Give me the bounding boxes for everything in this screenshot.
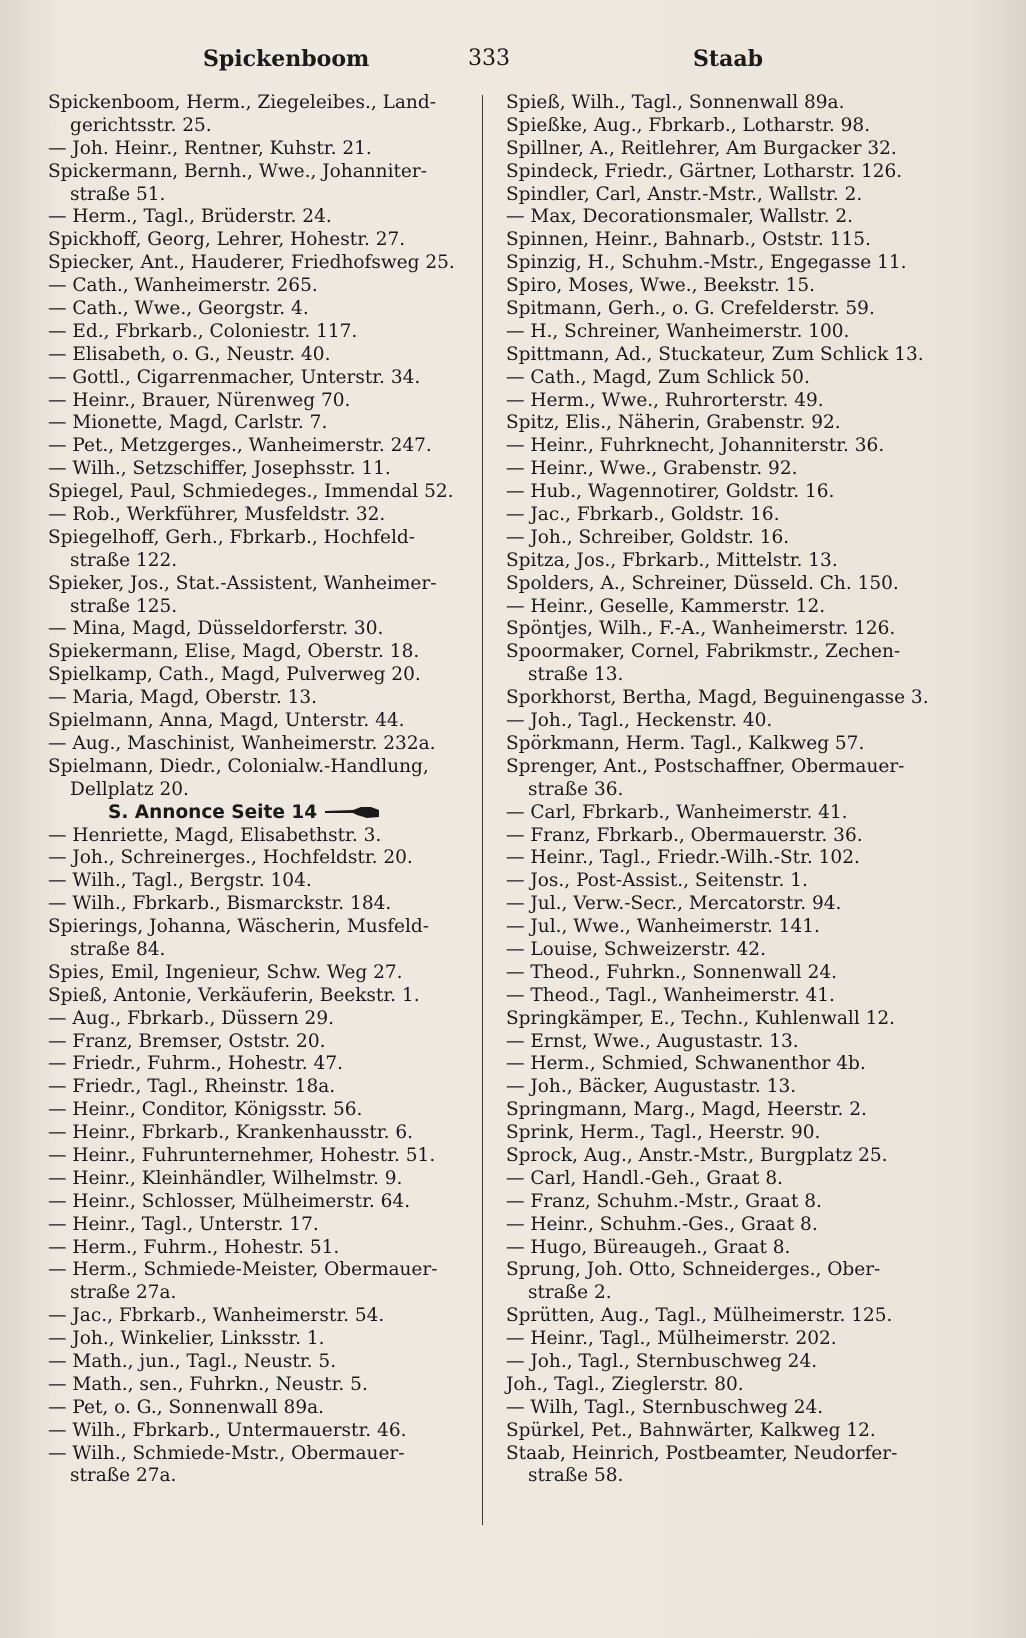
entry-text: — Heinr., Fuhrknecht, Johanniterstr. 36. — [506, 435, 885, 457]
directory-entry — [506, 939, 946, 962]
directory-entry — [506, 687, 946, 710]
entry-text: — Joh., Winkelier, Linksstr. 1. — [48, 1328, 325, 1350]
directory-entry — [506, 985, 946, 1008]
directory-entry — [48, 229, 478, 252]
entry-text: — Hub., Wagennotirer, Goldstr. 16. — [506, 481, 835, 503]
entry-text: straße 27a. — [70, 1465, 177, 1487]
entry-text: — Mina, Magd, Düsseldorferstr. 30. — [48, 618, 384, 640]
entry-text: Spillner, A., Reitlehrer, Am Burgacker 32. — [506, 137, 897, 159]
directory-entry — [48, 825, 478, 848]
entry-text: Spielmann, Anna, Magd, Unterstr. 44. — [48, 710, 405, 732]
directory-entry — [506, 962, 946, 985]
directory-entry — [506, 916, 946, 939]
entry-text: Spießke, Aug., Fbrkarb., Lotharstr. 98. — [506, 114, 871, 136]
directory-entry — [48, 275, 478, 298]
directory-entry — [48, 138, 478, 161]
directory-entry — [48, 1351, 478, 1374]
left-column — [48, 92, 478, 1488]
directory-entry — [506, 390, 946, 413]
directory-entry — [506, 275, 946, 298]
directory-entry — [506, 1374, 946, 1397]
directory-entry — [48, 527, 478, 550]
directory-entry — [506, 573, 946, 596]
entry-text: Spieß, Antonie, Verkäuferin, Beekstr. 1. — [48, 984, 420, 1006]
directory-entry — [506, 1237, 946, 1260]
directory-entry — [506, 893, 946, 916]
directory-entry — [506, 596, 946, 619]
directory-entry — [48, 412, 478, 435]
page-number: 333 — [468, 46, 510, 71]
entry-text: — Jul., Wwe., Wanheimerstr. 141. — [506, 916, 820, 938]
directory-entry — [48, 939, 478, 962]
entry-text: Spickermann, Bernh., Wwe., Johanniter- — [48, 160, 427, 182]
directory-entry — [506, 138, 946, 161]
directory-entry — [48, 1053, 478, 1076]
entry-text: — Friedr., Fuhrm., Hohestr. 47. — [48, 1053, 343, 1075]
directory-entry — [48, 504, 478, 527]
directory-entry — [48, 550, 478, 573]
directory-entry — [506, 458, 946, 481]
header-left-keyword: Spickenboom — [203, 46, 370, 72]
entry-text: — Friedr., Tagl., Rheinstr. 18a. — [48, 1076, 336, 1098]
entry-text: Spies, Emil, Ingenieur, Schw. Weg 27. — [48, 961, 403, 983]
page-header — [48, 40, 978, 80]
directory-entry — [506, 847, 946, 870]
directory-entry — [48, 367, 478, 390]
directory-entry — [506, 344, 946, 367]
directory-entry — [48, 390, 478, 413]
entry-text: straße 122. — [70, 549, 178, 571]
directory-entry — [506, 1168, 946, 1191]
entry-text: straße 27a. — [70, 1282, 177, 1304]
entry-text: — Wilh., Fbrkarb., Bismarckstr. 184. — [48, 893, 392, 915]
entry-text: Staab, Heinrich, Postbeamter, Neudorfer- — [506, 1442, 898, 1464]
entry-text: — Wilh., Fbrkarb., Untermauerstr. 46. — [48, 1419, 407, 1441]
entry-text: Springmann, Marg., Magd, Heerstr. 2. — [506, 1099, 867, 1121]
entry-text: — Heinr., Fuhrunternehmer, Hohestr. 51. — [48, 1144, 436, 1166]
entry-text: — Jos., Post-Assist., Seitenstr. 1. — [506, 870, 808, 892]
entry-text: — Math., jun., Tagl., Neustr. 5. — [48, 1350, 337, 1372]
directory-entry — [506, 504, 946, 527]
entry-text: — Herm., Fuhrm., Hohestr. 51. — [48, 1236, 340, 1258]
entry-text: Spierings, Johanna, Wäscherin, Musfeld- — [48, 916, 430, 938]
entry-text: Spitza, Jos., Fbrkarb., Mittelstr. 13. — [506, 549, 838, 571]
entry-text: Dellplatz 20. — [70, 778, 189, 800]
directory-entry — [506, 618, 946, 641]
entry-text: — H., Schreiner, Wanheimerstr. 100. — [506, 320, 850, 342]
directory-entry — [48, 298, 478, 321]
directory-entry — [48, 710, 478, 733]
entry-text: — Wilh., Setzschiffer, Josephsstr. 11. — [48, 458, 391, 480]
entry-text: — Math., sen., Fuhrkn., Neustr. 5. — [48, 1373, 368, 1395]
directory-entry — [48, 1443, 478, 1466]
directory-entry — [506, 412, 946, 435]
directory-entry — [48, 779, 478, 802]
directory-entry — [48, 1237, 478, 1260]
directory-entry — [48, 252, 478, 275]
entry-text: — Jac., Fbrkarb., Goldstr. 16. — [506, 504, 780, 526]
entry-text: — Herm., Tagl., Brüderstr. 24. — [48, 206, 332, 228]
right-column — [506, 92, 946, 1488]
entry-text: Sprütten, Aug., Tagl., Mülheimerstr. 125. — [506, 1305, 893, 1327]
directory-entry — [48, 1328, 478, 1351]
entry-text: — Theod., Fuhrkn., Sonnenwall 24. — [506, 961, 837, 983]
entry-text: — Carl, Handl.-Geh., Graat 8. — [506, 1167, 783, 1189]
directory-entry — [48, 458, 478, 481]
entry-text: Springkämper, E., Techn., Kuhlenwall 12. — [506, 1007, 896, 1029]
directory-entry — [506, 1191, 946, 1214]
entry-text: gerichtsstr. 25. — [70, 114, 212, 136]
directory-entry — [506, 1328, 946, 1351]
directory-entry — [506, 802, 946, 825]
entry-text: — Ed., Fbrkarb., Coloniestr. 117. — [48, 320, 358, 342]
entry-text: Spoormaker, Cornel, Fabrikmstr., Zechen- — [506, 641, 901, 663]
directory-entry — [48, 344, 478, 367]
entry-text: — Pet, o. G., Sonnenwall 89a. — [48, 1396, 325, 1418]
entry-text: — Herm., Wwe., Ruhrorterstr. 49. — [506, 389, 824, 411]
entry-text: Joh., Tagl., Zieglerstr. 80. — [506, 1373, 744, 1395]
entry-text: Spitmann, Gerh., o. G. Crefelderstr. 59. — [506, 298, 875, 320]
entry-text: — Louise, Schweizerstr. 42. — [506, 938, 766, 960]
directory-entry — [48, 687, 478, 710]
directory-entry — [506, 1420, 946, 1443]
directory-entry — [48, 1122, 478, 1145]
directory-entry — [506, 1122, 946, 1145]
directory-entry — [48, 1168, 478, 1191]
entry-text: — Franz, Bremser, Oststr. 20. — [48, 1030, 326, 1052]
directory-entry — [506, 1031, 946, 1054]
entry-text: — Jul., Verw.-Secr., Mercatorstr. 94. — [506, 893, 842, 915]
directory-entry — [506, 115, 946, 138]
directory-entry — [48, 206, 478, 229]
entry-text: — Henriette, Magd, Elisabethstr. 3. — [48, 824, 382, 846]
entry-text: straße 2. — [528, 1282, 612, 1304]
directory-entry — [48, 847, 478, 870]
directory-entry — [506, 1259, 946, 1282]
directory-entry — [48, 1397, 478, 1420]
directory-entry — [506, 1397, 946, 1420]
entry-text: Spöntjes, Wilh., F.-A., Wanheimerstr. 126. — [506, 618, 896, 640]
directory-entry — [48, 435, 478, 458]
directory-entry — [48, 870, 478, 893]
entry-text: straße 84. — [70, 938, 166, 960]
directory-entry — [506, 825, 946, 848]
entry-text: — Cath., Wanheimerstr. 265. — [48, 275, 318, 297]
entry-text: Spürkel, Pet., Bahnwärter, Kalkweg 12. — [506, 1419, 876, 1441]
directory-entry — [506, 1053, 946, 1076]
directory-entry — [506, 206, 946, 229]
entry-text: Spickenboom, Herm., Ziegeleibes., Land- — [48, 92, 436, 113]
directory-entry — [48, 916, 478, 939]
directory-entry — [506, 527, 946, 550]
directory-entry — [48, 618, 478, 641]
advert-reference — [48, 802, 478, 825]
directory-entry — [506, 1145, 946, 1168]
directory-entry — [506, 481, 946, 504]
directory-entry — [48, 1305, 478, 1328]
entry-text: Spiekermann, Elise, Magd, Oberstr. 18. — [48, 641, 420, 663]
directory-entry — [506, 298, 946, 321]
entry-text: Spitz, Elis., Näherin, Grabenstr. 92. — [506, 412, 841, 434]
directory-entry — [48, 1214, 478, 1237]
directory-entry — [48, 1420, 478, 1443]
directory-entry — [506, 161, 946, 184]
entry-text: Spindler, Carl, Anstr.-Mstr., Wallstr. 2. — [506, 183, 863, 205]
directory-entry — [48, 641, 478, 664]
entry-text: — Hugo, Büreaugeh., Graat 8. — [506, 1236, 791, 1258]
entry-text: Spörkmann, Herm. Tagl., Kalkweg 57. — [506, 732, 865, 754]
directory-entry — [48, 985, 478, 1008]
entry-text: Spinnen, Heinr., Bahnarb., Oststr. 115. — [506, 229, 871, 251]
directory-entry — [48, 115, 478, 138]
entry-text: — Maria, Magd, Oberstr. 13. — [48, 687, 318, 709]
entry-text: Sprock, Aug., Anstr.-Mstr., Burgplatz 25. — [506, 1144, 888, 1166]
directory-entry — [506, 184, 946, 207]
entry-text: — Elisabeth, o. G., Neustr. 40. — [48, 343, 331, 365]
directory-entry — [506, 664, 946, 687]
entry-text: Sprink, Herm., Tagl., Heerstr. 90. — [506, 1122, 821, 1144]
directory-entry — [48, 756, 478, 779]
entry-text: — Mionette, Magd, Carlstr. 7. — [48, 412, 328, 434]
directory-entry — [48, 92, 478, 115]
entry-text: S. Annonce Seite 14 — [108, 801, 318, 823]
entry-text: — Joh., Tagl., Sternbuschweg 24. — [506, 1350, 818, 1372]
entry-text: — Rob., Werkführer, Musfeldstr. 32. — [48, 504, 386, 526]
directory-entry — [48, 1191, 478, 1214]
directory-entry — [48, 1374, 478, 1397]
directory-entry — [506, 870, 946, 893]
entry-text: Spolders, A., Schreiner, Düsseld. Ch. 150. — [506, 572, 899, 594]
entry-text: — Heinr., Tagl., Unterstr. 17. — [48, 1213, 319, 1235]
entry-text: straße 36. — [528, 778, 624, 800]
entry-text: — Gottl., Cigarrenmacher, Unterstr. 34. — [48, 366, 421, 388]
entry-text: straße 51. — [70, 183, 166, 205]
directory-entry — [48, 1145, 478, 1168]
directory-entry — [506, 1076, 946, 1099]
entry-text: — Herm., Schmiede-Meister, Obermauer- — [48, 1259, 438, 1281]
directory-entry — [48, 1465, 478, 1488]
directory-entry — [506, 756, 946, 779]
directory-entry — [506, 367, 946, 390]
entry-text: Spiro, Moses, Wwe., Beekstr. 15. — [506, 275, 816, 297]
directory-entry — [48, 664, 478, 687]
entry-text: Spindeck, Friedr., Gärtner, Lotharstr. 126. — [506, 160, 903, 182]
entry-text: — Heinr., Schlosser, Mülheimerstr. 64. — [48, 1190, 411, 1212]
entry-text: — Heinr., Wwe., Grabenstr. 92. — [506, 458, 798, 480]
entry-text: — Jac., Fbrkarb., Wanheimerstr. 54. — [48, 1305, 385, 1327]
pointing-hand-icon — [323, 804, 381, 820]
entry-text: — Wilh., Tagl., Bergstr. 104. — [48, 870, 312, 892]
entry-text: Spiegel, Paul, Schmiedeges., Immendal 52. — [48, 481, 454, 503]
directory-entry — [48, 733, 478, 756]
directory-entry — [506, 252, 946, 275]
entry-text: Spickhoff, Georg, Lehrer, Hohestr. 27. — [48, 229, 406, 251]
directory-entry — [48, 481, 478, 504]
entry-text: Spieker, Jos., Stat.-Assistent, Wanheimer- — [48, 572, 437, 594]
entry-text: — Heinr., Tagl., Friedr.-Wilh.-Str. 102. — [506, 847, 860, 869]
directory-entry — [506, 1443, 946, 1466]
entry-text: — Franz, Fbrkarb., Obermauerstr. 36. — [506, 824, 863, 846]
entry-text: straße 125. — [70, 595, 178, 617]
directory-entry — [506, 435, 946, 458]
directory-entry — [506, 1465, 946, 1488]
directory-entry — [506, 1282, 946, 1305]
entry-text: — Aug., Maschinist, Wanheimerstr. 232a. — [48, 732, 436, 754]
directory-entry — [48, 1282, 478, 1305]
directory-entry — [506, 779, 946, 802]
entry-text: — Pet., Metzgerges., Wanheimerstr. 247. — [48, 435, 432, 457]
directory-entry — [48, 893, 478, 916]
entry-text: — Heinr., Geselle, Kammerstr. 12. — [506, 595, 826, 617]
entry-text: Spinzig, H., Schuhm.-Mstr., Engegasse 11. — [506, 252, 907, 274]
directory-entry — [48, 962, 478, 985]
directory-entry — [48, 1031, 478, 1054]
directory-entry — [506, 1305, 946, 1328]
directory-entry — [506, 321, 946, 344]
directory-entry — [48, 573, 478, 596]
directory-entry — [506, 550, 946, 573]
directory-entry — [506, 1008, 946, 1031]
directory-entry — [506, 1214, 946, 1237]
entry-text: — Heinr., Brauer, Nürenweg 70. — [48, 389, 351, 411]
entry-text: — Cath., Magd, Zum Schlick 50. — [506, 366, 810, 388]
entry-text: — Wilh., Schmiede-Mstr., Obermauer- — [48, 1442, 405, 1464]
directory-entry — [48, 184, 478, 207]
entry-text: — Theod., Tagl., Wanheimerstr. 41. — [506, 984, 835, 1006]
directory-entry — [506, 733, 946, 756]
entry-text: straße 58. — [528, 1465, 624, 1487]
entry-text: — Aug., Fbrkarb., Düssern 29. — [48, 1007, 334, 1029]
directory-entry — [506, 710, 946, 733]
entry-text: Spittmann, Ad., Stuckateur, Zum Schlick 13. — [506, 343, 924, 365]
entry-text: — Heinr., Conditor, Königsstr. 56. — [48, 1099, 363, 1121]
entry-text: Sporkhorst, Bertha, Magd, Beguinengasse 3. — [506, 687, 929, 709]
directory-entry — [48, 1008, 478, 1031]
entry-text: — Heinr., Schuhm.-Ges., Graat 8. — [506, 1213, 818, 1235]
entry-text: Spielkamp, Cath., Magd, Pulverweg 20. — [48, 664, 421, 686]
directory-entry — [48, 1076, 478, 1099]
entry-text: — Carl, Fbrkarb., Wanheimerstr. 41. — [506, 801, 848, 823]
directory-entry — [48, 1259, 478, 1282]
entry-text: — Heinr., Fbrkarb., Krankenhausstr. 6. — [48, 1122, 414, 1144]
entry-text: — Ernst, Wwe., Augustastr. 13. — [506, 1030, 799, 1052]
entry-text: — Cath., Wwe., Georgstr. 4. — [48, 298, 309, 320]
entry-text: — Max, Decorationsmaler, Wallstr. 2. — [506, 206, 854, 228]
directory-entry — [48, 161, 478, 184]
directory-entry — [48, 1099, 478, 1122]
entry-text: straße 13. — [528, 664, 624, 686]
directory-entry — [48, 596, 478, 619]
entry-text: — Heinr., Kleinhändler, Wilhelmstr. 9. — [48, 1167, 403, 1189]
entry-text: — Wilh, Tagl., Sternbuschweg 24. — [506, 1396, 824, 1418]
directory-entry — [506, 229, 946, 252]
entry-text: — Heinr., Tagl., Mülheimerstr. 202. — [506, 1328, 837, 1350]
entry-text: — Herm., Schmied, Schwanenthor 4b. — [506, 1053, 866, 1075]
entry-text: Spielmann, Diedr., Colonialw.-Handlung, — [48, 755, 429, 777]
header-right-keyword: Staab — [693, 46, 763, 72]
entry-text: Sprung, Joh. Otto, Schneiderges., Ober- — [506, 1259, 881, 1281]
entry-text: Spiecker, Ant., Hauderer, Friedhofsweg 25. — [48, 252, 455, 274]
entry-text: — Joh., Schreiber, Goldstr. 16. — [506, 526, 790, 548]
directory-entry — [506, 641, 946, 664]
entry-text: — Joh., Bäcker, Augustastr. 13. — [506, 1076, 797, 1098]
directory-entry — [506, 1351, 946, 1374]
directory-entry — [48, 321, 478, 344]
entry-text: — Joh., Tagl., Heckenstr. 40. — [506, 710, 773, 732]
column-divider — [482, 95, 483, 1525]
directory-entry — [506, 92, 946, 115]
entry-text: Spieß, Wilh., Tagl., Sonnenwall 89a. — [506, 92, 845, 113]
directory-entry — [506, 1099, 946, 1122]
entry-text: — Franz, Schuhm.-Mstr., Graat 8. — [506, 1190, 822, 1212]
entry-text: — Joh. Heinr., Rentner, Kuhstr. 21. — [48, 137, 372, 159]
entry-text: — Joh., Schreinerges., Hochfeldstr. 20. — [48, 847, 413, 869]
entry-text: Spiegelhoff, Gerh., Fbrkarb., Hochfeld- — [48, 526, 415, 548]
entry-text: Sprenger, Ant., Postschaffner, Obermauer- — [506, 755, 905, 777]
